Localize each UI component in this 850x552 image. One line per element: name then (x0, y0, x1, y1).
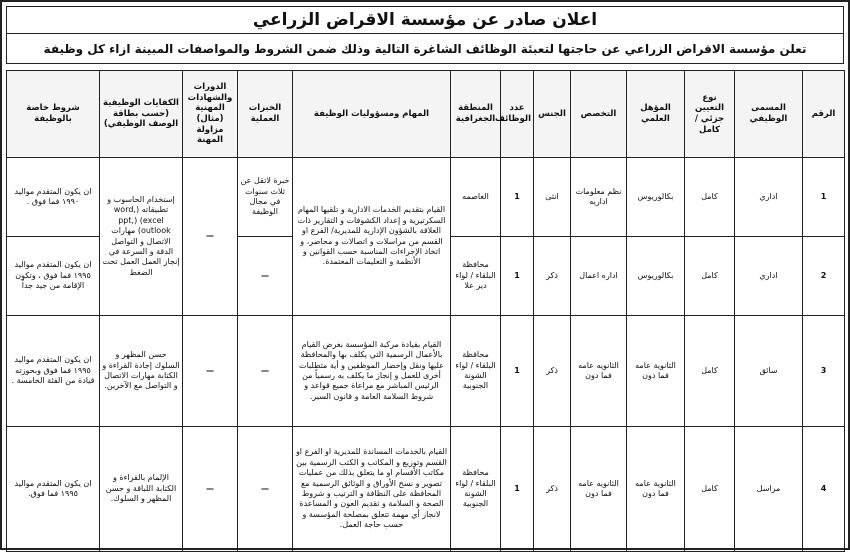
cell-special: ان يكون المتقدم مواليد ١٩٩٠ فما فوق . (7, 158, 100, 237)
cell-gender: ذكر (534, 427, 571, 552)
cell-region: محافظة البلقاء / لواء الشونة الجنوبية (451, 316, 501, 427)
cell-qualification: الثانوية عامه فما دون (627, 427, 685, 552)
table-header-row (7, 71, 845, 158)
cell-specialization: نظم معلومات اداريه (571, 158, 627, 237)
cell-courses: — (183, 427, 238, 552)
cell-qualification: بكالوريوس (627, 158, 685, 237)
cell-count: 1 (501, 237, 534, 316)
cell-title: اداري (735, 237, 803, 316)
cell-competencies: الإلمام بالقراءة و الكتابة اللباقة و حسن المظهر و السلوك. (100, 427, 183, 552)
cell-specialization: الثانويه عامه فما دون (571, 427, 627, 552)
cell-tasks: القيام بالخدمات المساندة للمديرية او الفرع او القسم وتوزيع و المكاتب و الكتب الرسمية بين مكاتب الأقسام او ما يتعلق بذلك من عمليات تصوير و نسخ الأوراق و الوثائق الرسمية مع المحافظة على النظافة و الترتيب و شروط الصحة و السلامة و تقديم العون و المساعدة لانجاز أي مهمة تتعلق بمصلحة المؤسسة و حسب حاجة العمل. (293, 427, 451, 552)
jobs-table (6, 70, 845, 552)
header-count: عدد الوظائف (501, 71, 534, 158)
cell-experience: — (238, 316, 293, 427)
cell-gender: ذكر (534, 237, 571, 316)
header-region: المنطقة الجغرافية (451, 71, 501, 158)
header-num: الرقم (803, 71, 845, 158)
header-experience: الخبرات العملية (238, 71, 293, 158)
cell-experience: — (238, 427, 293, 552)
cell-special: ان يكون المتقدم مواليد ١٩٩٥ فما فوق وبحوزته قيادة من الفئة الخامسة . (7, 316, 100, 427)
cell-special: ان يكون المتقدم مواليد ١٩٩٥ فما فوق ، وتكون الإقامة من جيد جداً (7, 237, 100, 316)
cell-appointment: كامل (685, 158, 735, 237)
header-appointment: نوع التعيين جزئي / كامل (685, 71, 735, 158)
cell-region: محافظة البلقاء / لواء الشونة الجنوبية (451, 427, 501, 552)
cell-qualification: بكالوريوس (627, 237, 685, 316)
cell-count: 1 (501, 158, 534, 237)
header-competencies: الكفايات الوظيفية (حسب بطاقة الوصف الوظيفي) (100, 71, 183, 158)
cell-num: 2 (803, 237, 845, 316)
cell-special: ان يكون المتقدم مواليد ١٩٩٥ فما فوق. (7, 427, 100, 552)
header-qualification: المؤهل العلمي (627, 71, 685, 158)
header-specialization: التخصص (571, 71, 627, 158)
cell-experience: خبرة لاتقل عن ثلاث سنوات في مجال الوظيفة (238, 158, 293, 237)
cell-specialization: الثانويه عامه فما دون (571, 316, 627, 427)
cell-title: اداري (735, 158, 803, 237)
cell-appointment: كامل (685, 237, 735, 316)
cell-num: 4 (803, 427, 845, 552)
cell-experience: — (238, 237, 293, 316)
cell-region: محافظة البلقاء / لواء دير علا (451, 237, 501, 316)
cell-courses: — (183, 316, 238, 427)
cell-courses: — (183, 158, 238, 316)
cell-gender: انثى (534, 158, 571, 237)
cell-num: 1 (803, 158, 845, 237)
header-courses: الدورات والشهادات المهنية (مثال) مزاولة المهنة (183, 71, 238, 158)
cell-competencies: حسن المظهر و السلوك إجادة القراءة و الكتابة مهارات الاتصال و التواصل مع الآخرين. (100, 316, 183, 427)
cell-title: سائق (735, 316, 803, 427)
table-row (7, 427, 845, 552)
cell-count: 1 (501, 427, 534, 552)
cell-qualification: الثانوية عامه فما دون (627, 316, 685, 427)
cell-tasks: القيام بقيادة مركبة المؤسسة بغرض القيام بالأعمال الرسمية التي يكلف بها والمحافظة عليها ونقل وإحضار الموظفين و أية متطلبات أخرى للعمل و إنجاز ما يكلف به رسمياً من الرئيس المباشر مع مراعاة جميع قواعد و شروط السلامة العامة و قانون السير. (293, 316, 451, 427)
cell-gender: ذكر (534, 316, 571, 427)
table-row (7, 158, 845, 237)
header-special: شروط خاصة بالوظيفة (7, 71, 100, 158)
announcement-subtitle: تعلن مؤسسة الاقراض الزراعي عن حاجتها لتعبئة الوظائف الشاغرة التالية وذلك ضمن الشروط والمواصفات المبينة ازاء كل وظيفة (6, 34, 844, 64)
cell-title: مراسل (735, 427, 803, 552)
cell-competencies: إستخدام الحاسوب و تطبيقاته (word, excel) (ppt, outlook) مهارات الاتصال و التواصل الدقة و السرعة في إنجاز العمل العمل تحت الضغط (100, 158, 183, 316)
announcement-title: اعلان صادر عن مؤسسة الاقراض الزراعي (6, 6, 844, 34)
header-title: المسمى الوظيفي (735, 71, 803, 158)
cell-appointment: كامل (685, 427, 735, 552)
header-tasks: المهام ومسؤوليات الوظيفة (293, 71, 451, 158)
cell-tasks: القيام بتقديم الخدمات الادارية و تلقيها المهام السكرتيرية و إعداد الكشوفات و التقارير ذات العلاقة بالشؤون الإدارية للمديرية/ الفرع او القسم من مراسلات و اتصالات و محاضر، و اتخاذ الإجراءات المناسبة حسب القوانين و الأنظمة و التعليمات المعتمدة. (293, 158, 451, 316)
header-gender: الجنس (534, 71, 571, 158)
cell-region: العاصمه (451, 158, 501, 237)
cell-appointment: كامل (685, 316, 735, 427)
cell-num: 3 (803, 316, 845, 427)
table-row (7, 316, 845, 427)
cell-specialization: اداره اعمال (571, 237, 627, 316)
cell-count: 1 (501, 316, 534, 427)
